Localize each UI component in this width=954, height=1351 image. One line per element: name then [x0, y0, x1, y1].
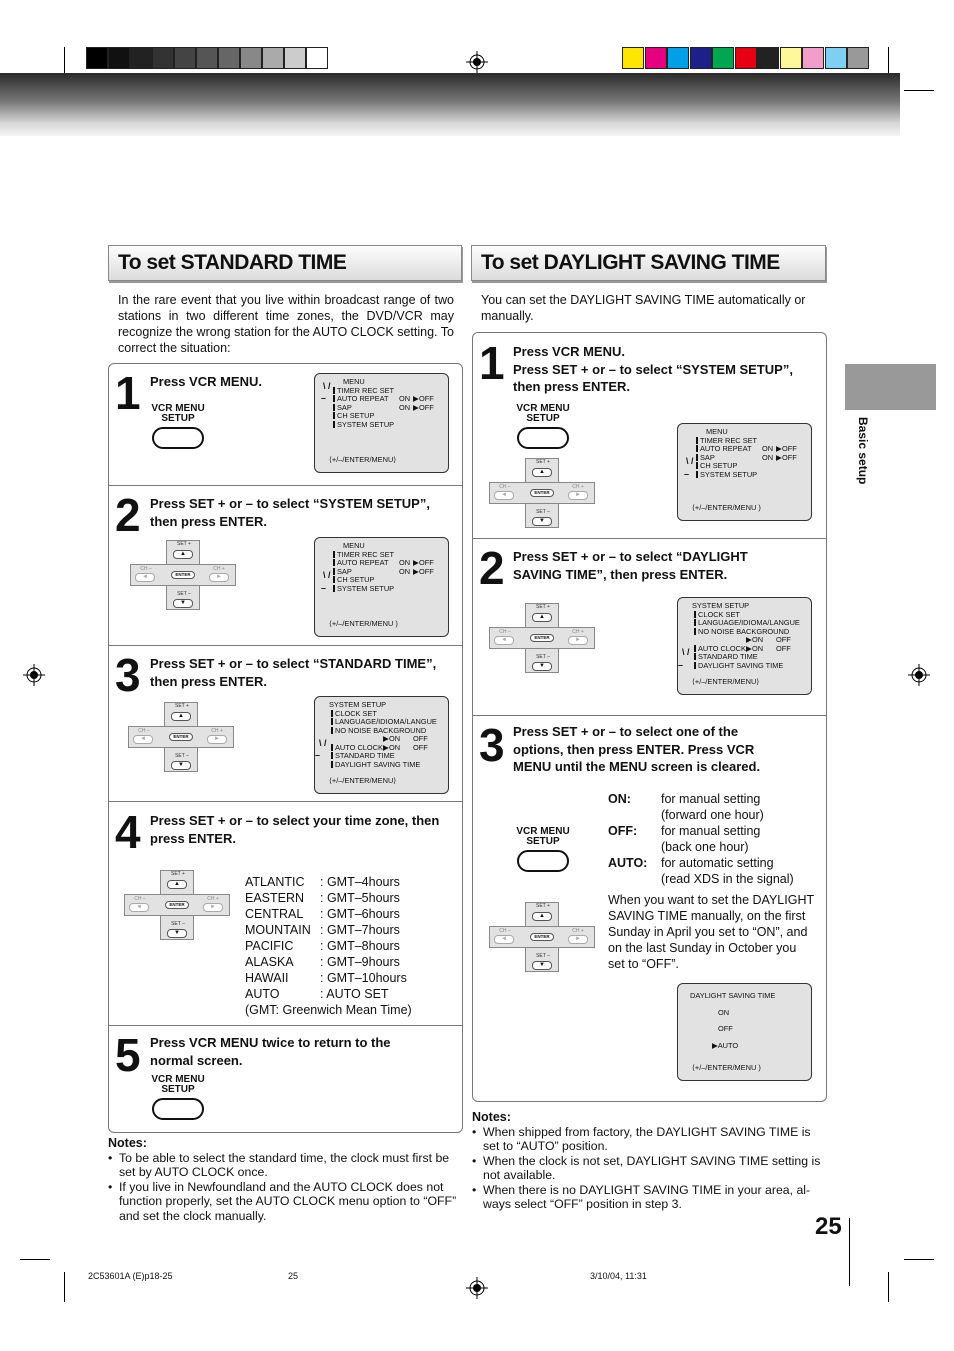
button-label: VCR MENU	[516, 403, 570, 414]
option-desc: for manual setting	[661, 792, 761, 806]
note-item: • When there is no DAYLIGHT SAVING TIME in your area, al-ways select “OFF” position in step 3.	[472, 1183, 828, 1212]
osd-line: NO NOISE BACKGROUND	[684, 628, 805, 637]
step-number: 5	[115, 1029, 139, 1081]
ch-minus-label: CH –	[138, 728, 150, 734]
vcr-menu-button[interactable]	[515, 404, 571, 449]
button-sublabel: SETUP	[526, 413, 560, 424]
step-instruction: Press SET + or – to select “DAYLIGHT SAVING TIME”, then press ENTER.	[513, 549, 748, 582]
enter-button[interactable]: ENTER	[165, 901, 189, 909]
step-instruction: Press SET + or – to select “STANDARD TIME”, then press ENTER.	[150, 656, 437, 689]
divider	[109, 801, 462, 802]
option-desc: for manual setting	[661, 824, 761, 838]
note-item: • When the clock is not set, DAYLIGHT SAVING TIME setting is not available.	[472, 1154, 828, 1183]
footer-file: 2C53601A (E)p18-25	[88, 1271, 173, 1281]
option-desc: for automatic setting	[661, 856, 774, 870]
gray-swatch	[240, 47, 262, 69]
crop-mark	[904, 90, 934, 91]
zone-offset: : GMT–9hours	[320, 955, 400, 969]
step-instruction: Press SET + or – to select one of the options, then press ENTER. Press VCR MENU until the MENU screen is cleared.	[513, 724, 761, 774]
zone-offset: : GMT–4hours	[320, 875, 400, 889]
color-swatch	[780, 47, 802, 69]
color-swatch	[757, 47, 779, 69]
remote-dpad[interactable]	[489, 902, 595, 972]
zone-name: HAWAII	[245, 971, 289, 985]
up-arrow-icon[interactable]: ▲	[173, 550, 193, 559]
osd-line: \ / CH SETUP	[686, 456, 738, 470]
color-swatch	[622, 47, 644, 69]
step-number: 4	[115, 806, 139, 858]
divider	[473, 538, 826, 539]
option-key: ON:	[608, 792, 631, 806]
ch-plus-label: CH +	[211, 728, 223, 734]
osd-line: NO NOISE BACKGROUND	[321, 727, 442, 736]
enter-button[interactable]: ENTER	[530, 933, 554, 941]
section-title: To set STANDARD TIME	[108, 245, 462, 281]
note-item: • When shipped from factory, the DAYLIGHT SAVING TIME is set to “AUTO” position.	[472, 1125, 828, 1154]
osd-line: \ / AUTO CLOCK ▶ ON OFF	[319, 737, 428, 752]
remote-dpad[interactable]	[124, 870, 230, 940]
notes-block	[472, 1110, 828, 1212]
footer-page: 25	[288, 1271, 299, 1281]
osd-line: \ / CH SETUP	[323, 570, 375, 584]
set-plus-label: SET +	[175, 703, 189, 709]
remote-dpad[interactable]	[489, 603, 595, 673]
right-arrow-icon[interactable]: ►	[568, 935, 588, 944]
ch-minus-label: CH –	[499, 484, 511, 490]
osd-line: SYSTEM SETUP	[321, 421, 442, 430]
manual-setting-note: When you want to set the DAYLIGHT SAVING TIME manually, on the first Sunday in April you set to “ON”, and on the last Sunday in October you set to “OFF”.	[608, 893, 814, 971]
page-number: 25	[815, 1213, 842, 1240]
osd-line: ON	[718, 1007, 730, 1017]
crop-mark	[20, 1259, 50, 1260]
color-swatch	[847, 47, 869, 69]
divider	[109, 485, 462, 486]
gray-swatch	[174, 47, 196, 69]
zone-name: EASTERN	[245, 891, 305, 905]
ch-minus-label: CH –	[134, 896, 146, 902]
remote-dpad[interactable]	[128, 702, 234, 772]
oval-button-icon	[152, 427, 204, 449]
osd-line: LANGUAGE/IDIOMA/LANGUE	[321, 718, 442, 727]
footer-date: 3/10/04, 11:31	[590, 1271, 647, 1281]
osd-line: SYSTEM SETUP	[692, 601, 750, 610]
option-key: OFF:	[608, 824, 638, 838]
osd-line: LANGUAGE/IDIOMA/LANGUE	[684, 619, 805, 628]
osd-footer: ⟨+/–/ENTER/MENU )	[692, 502, 761, 512]
up-arrow-icon[interactable]: ▲	[532, 468, 552, 477]
button-sublabel: SETUP	[526, 836, 560, 847]
intro-text: You can set the DAYLIGHT SAVING TIME automatically or manually.	[481, 293, 806, 323]
osd-line: ▶ ON OFF	[746, 635, 791, 644]
ch-plus-label: CH +	[572, 629, 584, 635]
oval-button-icon	[152, 1098, 204, 1120]
down-arrow-icon[interactable]: ▼	[173, 599, 193, 608]
up-arrow-icon[interactable]: ▲	[532, 613, 552, 622]
set-plus-label: SET +	[536, 903, 550, 909]
osd-line: SAP ON ▶ OFF	[684, 454, 805, 463]
step-instruction: Press VCR MENU. Press SET + or – to select “SYSTEM SETUP”, then press ENTER.	[513, 344, 793, 394]
zone-offset: : GMT–6hours	[320, 907, 400, 921]
set-plus-label: SET +	[171, 871, 185, 877]
osd-line: DAYLIGHT SAVING TIME	[690, 991, 776, 1000]
gray-swatch	[262, 47, 284, 69]
step-instruction: Press VCR MENU.	[150, 374, 262, 389]
enter-button[interactable]: ENTER	[530, 489, 554, 497]
left-arrow-icon[interactable]: ◄	[494, 636, 514, 645]
ch-plus-label: CH +	[572, 928, 584, 934]
gray-swatch	[108, 47, 130, 69]
oval-button-icon	[517, 427, 569, 449]
osd-line: AUTO REPEAT ON ▶ OFF	[321, 559, 442, 568]
crop-mark	[64, 1272, 65, 1302]
notes-list	[472, 1125, 828, 1212]
zone-name: CENTRAL	[245, 907, 304, 921]
side-tab-block	[845, 364, 936, 410]
zone-offset: : GMT–5hours	[320, 891, 400, 905]
vcr-menu-button[interactable]	[150, 404, 206, 449]
option-desc: (read XDS in the signal)	[661, 872, 794, 886]
osd-line: SAP ON ▶ OFF	[321, 568, 442, 577]
vcr-menu-button[interactable]	[150, 1075, 206, 1120]
osd-line: – DAYLIGHT SAVING TIME	[678, 659, 784, 670]
osd-dst-menu	[677, 983, 812, 1081]
osd-line: CH SETUP	[321, 412, 442, 421]
button-label: VCR MENU	[516, 826, 570, 837]
set-plus-label: SET +	[177, 541, 191, 547]
button-sublabel: SETUP	[161, 1084, 195, 1095]
step-number: 1	[479, 337, 503, 389]
vcr-menu-button[interactable]	[515, 827, 571, 872]
set-minus-label: SET –	[536, 654, 550, 660]
zone-offset: : GMT–10hours	[320, 971, 407, 985]
osd-main-menu	[314, 537, 449, 637]
zone-name: ATLANTIC	[245, 875, 305, 889]
gray-swatch	[152, 47, 174, 69]
down-arrow-icon[interactable]: ▼	[532, 517, 552, 526]
osd-system-setup	[677, 597, 812, 695]
left-arrow-icon[interactable]: ◄	[494, 935, 514, 944]
right-arrow-icon[interactable]: ►	[568, 491, 588, 500]
left-arrow-icon[interactable]: ◄	[135, 573, 155, 582]
osd-line: TIMER REC SET	[321, 551, 442, 560]
color-swatch	[667, 47, 689, 69]
button-sublabel: SETUP	[161, 413, 195, 424]
gray-swatch	[86, 47, 108, 69]
osd-footer: ⟨+/–/ENTER/MENU⟩	[329, 775, 397, 785]
set-minus-label: SET –	[171, 921, 185, 927]
osd-line: MENU	[343, 377, 365, 386]
gray-swatch	[284, 47, 306, 69]
ch-plus-label: CH +	[572, 484, 584, 490]
ch-plus-label: CH +	[213, 566, 225, 572]
oval-button-icon	[517, 850, 569, 872]
step-number: 3	[115, 649, 139, 701]
section-title: To set DAYLIGHT SAVING TIME	[471, 245, 826, 281]
ch-minus-label: CH –	[499, 629, 511, 635]
color-swatch	[735, 47, 757, 69]
ch-minus-label: CH –	[140, 566, 152, 572]
zone-offset: : GMT–7hours	[320, 923, 400, 937]
ch-plus-label: CH +	[207, 896, 219, 902]
notes-title: Notes:	[108, 1136, 147, 1150]
intro-text: In the rare event that you live within broadcast range of two stations in two different time zones, the DVD/VCR may recognize the wrong station for the AUTO CLOCK setting. To correct the situation:	[118, 293, 454, 355]
button-label: VCR MENU	[151, 1074, 205, 1085]
notes-list	[108, 1151, 464, 1224]
divider	[109, 1025, 462, 1026]
zone-name: ALASKA	[245, 955, 294, 969]
option-desc: (forward one hour)	[661, 808, 764, 822]
right-arrow-icon[interactable]: ►	[203, 903, 223, 912]
notes-block	[108, 1136, 464, 1223]
registration-mark-icon	[466, 51, 488, 73]
osd-line: DAYLIGHT SAVING TIME	[321, 761, 442, 770]
option-desc: (back one hour)	[661, 840, 749, 854]
left-arrow-icon[interactable]: ◄	[494, 491, 514, 500]
set-plus-label: SET +	[536, 459, 550, 465]
header-gradient-band	[0, 73, 900, 136]
zone-name: PACIFIC	[245, 939, 294, 953]
osd-line: AUTO REPEAT ON ▶ OFF	[684, 445, 805, 454]
registration-mark-icon	[908, 664, 930, 686]
osd-main-menu	[677, 423, 812, 521]
remote-dpad[interactable]	[130, 540, 236, 610]
divider	[109, 645, 462, 646]
osd-line: – AUTO REPEAT ON ▶ OFF	[321, 393, 434, 403]
option-key: AUTO:	[608, 856, 648, 870]
step-number: 3	[479, 719, 503, 771]
color-swatch	[802, 47, 824, 69]
osd-line: \ / STANDARD TIME	[682, 647, 758, 661]
gray-swatch	[306, 47, 328, 69]
osd-line: – SYSTEM SETUP	[684, 468, 758, 479]
registration-mark-icon	[466, 1277, 488, 1299]
divider	[473, 715, 826, 716]
osd-line: ▶ ON OFF	[383, 734, 428, 743]
up-arrow-icon[interactable]: ▲	[532, 912, 552, 921]
color-swatch	[690, 47, 712, 69]
page-number-rule	[849, 1218, 850, 1286]
osd-line: AUTO CLOCK ▶ ON OFF	[684, 645, 805, 654]
gray-swatch	[196, 47, 218, 69]
osd-line: – SYSTEM SETUP	[321, 582, 395, 593]
side-tab-label: Basic setup	[856, 417, 870, 485]
osd-line: SYSTEM SETUP	[329, 700, 387, 709]
step-instruction: Press SET + or – to select “SYSTEM SETUP”, then press ENTER.	[150, 496, 430, 529]
osd-line: SAP ON ▶ OFF	[321, 404, 442, 413]
color-swatch	[645, 47, 667, 69]
right-arrow-icon[interactable]: ►	[209, 573, 229, 582]
step-number: 1	[115, 367, 139, 419]
osd-line: MENU	[343, 541, 365, 550]
osd-line: CLOCK SET	[321, 710, 442, 719]
osd-line: – STANDARD TIME	[315, 750, 395, 760]
step-number: 2	[479, 542, 503, 594]
set-minus-label: SET –	[536, 953, 550, 959]
right-arrow-icon[interactable]: ►	[568, 636, 588, 645]
up-arrow-icon[interactable]: ▲	[167, 880, 187, 889]
osd-footer: ⟨+/–/ENTER/MENU )	[692, 1062, 761, 1072]
osd-line: CLOCK SET	[684, 611, 805, 620]
osd-main-menu	[314, 373, 449, 473]
gray-swatch	[218, 47, 240, 69]
down-arrow-icon[interactable]: ▼	[532, 662, 552, 671]
zone-name: MOUNTAIN	[245, 923, 311, 937]
down-arrow-icon[interactable]: ▼	[171, 761, 191, 770]
osd-system-setup	[314, 696, 449, 794]
set-minus-label: SET –	[177, 591, 191, 597]
osd-line: MENU	[706, 427, 728, 436]
osd-footer: ⟨+/–/ENTER/MENU⟩	[692, 676, 760, 686]
crop-mark	[904, 1259, 934, 1260]
up-arrow-icon[interactable]: ▲	[171, 712, 191, 721]
remote-dpad[interactable]	[489, 458, 595, 528]
note-item: • To be able to select the standard time, the clock must first be set by AUTO CLOCK once.	[108, 1151, 464, 1180]
zone-offset: : AUTO SET	[320, 987, 389, 1001]
ch-minus-label: CH –	[499, 928, 511, 934]
osd-line: TIMER REC SET	[684, 437, 805, 446]
down-arrow-icon[interactable]: ▼	[532, 961, 552, 970]
osd-line: \ / TIMER REC SET	[323, 380, 395, 395]
set-minus-label: SET –	[175, 753, 189, 759]
down-arrow-icon[interactable]: ▼	[167, 929, 187, 938]
left-arrow-icon[interactable]: ◄	[129, 903, 149, 912]
registration-mark-icon	[23, 664, 45, 686]
osd-line: OFF	[718, 1024, 733, 1033]
gmt-note: (GMT: Greenwich Mean Time)	[245, 1003, 412, 1017]
left-arrow-icon[interactable]: ◄	[133, 735, 153, 744]
button-label: VCR MENU	[151, 403, 205, 414]
step-instruction: Press SET + or – to select your time zone, then press ENTER.	[150, 813, 440, 846]
step-instruction: Press VCR MENU twice to return to the normal screen.	[150, 1035, 391, 1068]
gray-swatch	[130, 47, 152, 69]
enter-button[interactable]: ENTER	[171, 571, 195, 579]
step-number: 2	[115, 489, 139, 541]
color-swatch	[825, 47, 847, 69]
set-minus-label: SET –	[536, 509, 550, 515]
set-plus-label: SET +	[536, 604, 550, 610]
note-item: • If you live in Newfoundland and the AUTO CLOCK does not function properly, set the AUTO CLOCK menu option to “OFF” and set the clock manually.	[108, 1180, 464, 1224]
zone-name: AUTO	[245, 987, 280, 1001]
osd-footer: ⟨+/–/ENTER/MENU )	[329, 618, 398, 628]
crop-mark	[888, 1272, 889, 1302]
color-swatch	[712, 47, 734, 69]
osd-footer: ⟨+/–/ENTER/MENU⟩	[329, 454, 397, 464]
enter-button[interactable]: ENTER	[169, 733, 193, 741]
enter-button[interactable]: ENTER	[530, 634, 554, 642]
right-arrow-icon[interactable]: ►	[207, 735, 227, 744]
notes-title: Notes:	[472, 1110, 511, 1124]
osd-line: ▶AUTO	[712, 1040, 739, 1050]
zone-offset: : GMT–8hours	[320, 939, 400, 953]
